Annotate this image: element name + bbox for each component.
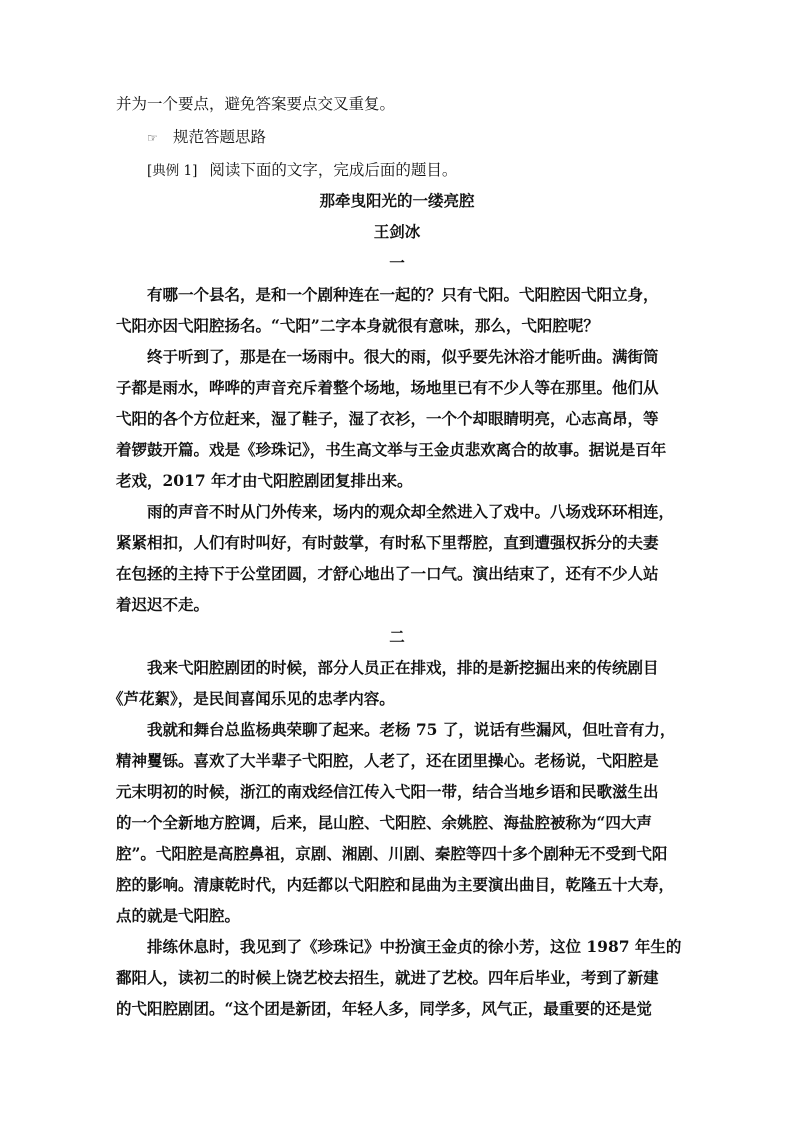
- body-line: 鄱阳人，读初二的时候上饶艺校去招生，就进了艺校。四年后毕业，考到了新建: [116, 968, 659, 987]
- body-line: 紧紧相扣，人们有时叫好，有时鼓掌，有时私下里帮腔，直到遭强权拆分的夫妻: [116, 533, 659, 552]
- body-line: 着锣鼓开篇。戏是《珍珠记》，书生高文举与王金贞悲欢离合的故事。据说是百年: [116, 440, 667, 459]
- body-line: 在包拯的主持下于公堂团圆，才舒心地出了一口气。演出结束了，还有不少人站: [116, 564, 659, 583]
- section-heading-label: 规范答题思路: [173, 128, 267, 146]
- body-line: 我来弋阳腔剧团的时候，部分人员正在排戏，排的是新挖掘出来的传统剧目: [147, 658, 659, 677]
- body-line: 精神矍铄。喜欢了大半辈子弋阳腔，人老了，还在团里操心。老杨说，弋阳腔是: [116, 751, 659, 770]
- body-line: 我就和舞台总监杨典荣聊了起来。老杨 75 了，说话有些漏风，但吐音有力，: [147, 720, 676, 739]
- body-line: 元末明初的时候，浙江的南戏经信江传入弋阳一带，结合当地乡语和民歌滋生出: [116, 782, 659, 801]
- body-line: 终于听到了，那是在一场雨中。很大的雨，似乎要先沐浴才能听曲。满街筒: [147, 347, 659, 366]
- body-line: 的弋阳腔剧团。“这个团是新团，年轻人多，同学多，风气正，最重要的还是觉: [116, 999, 652, 1018]
- section-heading: [147, 127, 266, 148]
- body-line: 《芦花絮》，是民间喜闻乐见的忠孝内容。: [108, 689, 395, 708]
- article-title: 那牵曳阳光的一缕亮腔: [319, 191, 475, 210]
- part-two-marker: 二: [389, 627, 405, 646]
- intro-tail-text: 并为一个要点，避免答案要点交叉重复。: [116, 95, 396, 113]
- article-author: 王剑冰: [373, 222, 421, 241]
- body-line: 弋阳的各个方位赶来，湿了鞋子，湿了衣衫，一个个却眼睛明亮，心志高昂，等: [116, 409, 659, 428]
- example-line: [147, 160, 457, 181]
- body-line: 子都是雨水，哗哗的声音充斥着整个场地，场地里已有不少人等在那里。他们从: [116, 378, 659, 397]
- pointing-hand-icon: ☞: [147, 131, 158, 145]
- example-label: [典例 1]: [147, 163, 198, 179]
- body-line: 有哪一个县名，是和一个剧种连在一起的？只有弋阳。弋阳腔因弋阳立身，: [147, 285, 659, 304]
- part-one-marker: 一: [389, 253, 405, 272]
- body-line: 排练休息时，我见到了《珍珠记》中扮演王金贞的徐小芳，这位 1987 年生的: [147, 937, 682, 956]
- body-line: 的一个全新地方腔调，后来，昆山腔、弋阳腔、余姚腔、海盐腔被称为“四大声: [116, 813, 652, 832]
- body-line: 腔的影响。清康乾时代，内廷都以弋阳腔和昆曲为主要演出曲目，乾隆五十大寿，: [116, 875, 675, 894]
- body-line: 点的就是弋阳腔。: [116, 906, 241, 925]
- body-line: 老戏，2017 年才由弋阳腔剧团复排出来。: [116, 471, 413, 490]
- body-line: 雨的声音不时从门外传来，场内的观众却全然进入了戏中。八场戏环环相连，: [147, 502, 675, 521]
- body-line: 着迟迟不走。: [116, 595, 210, 614]
- instruction-text: 阅读下面的文字，完成后面的题目。: [209, 161, 458, 179]
- body-line: 腔”。弋阳腔是高腔鼻祖，京剧、湘剧、川剧、秦腔等四十多个剧种无不受到弋阳: [116, 844, 668, 863]
- body-line: 弋阳亦因弋阳腔扬名。“弋阳”二字本身就很有意味，那么，弋阳腔呢？: [116, 316, 599, 335]
